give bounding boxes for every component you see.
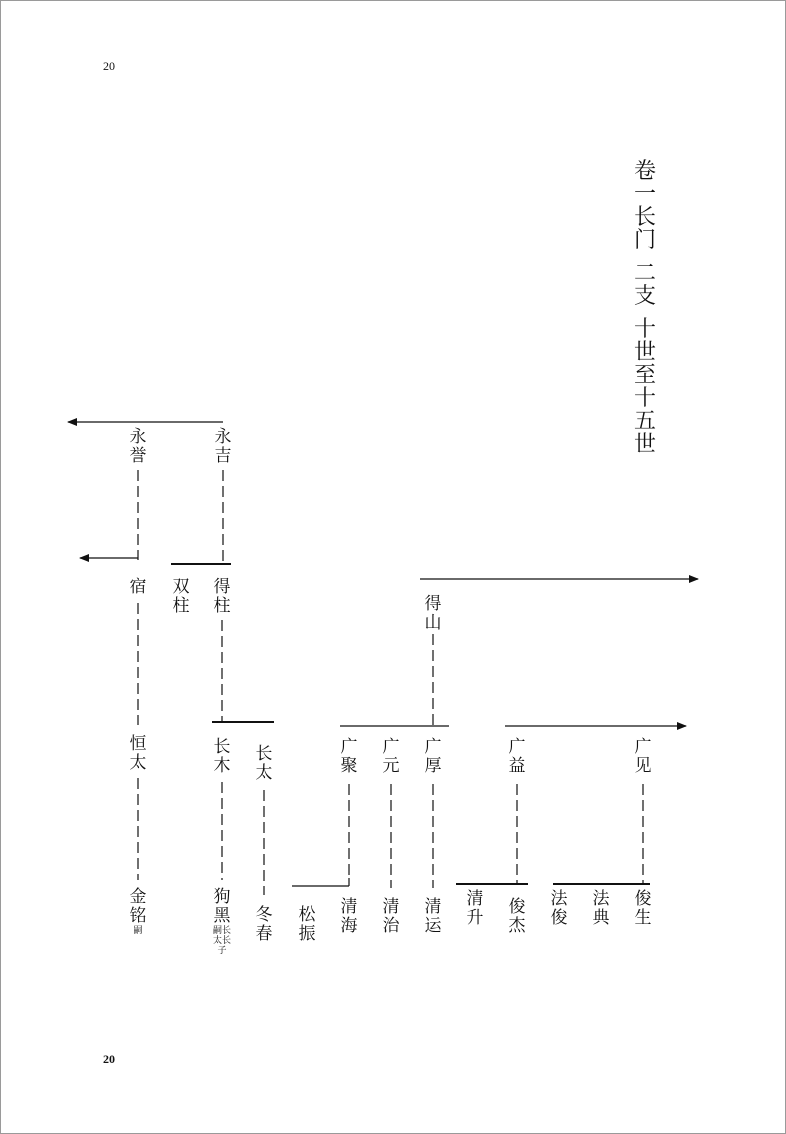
name-guanghou: 广厚 [424, 737, 442, 776]
name-deshan: 得山 [424, 594, 442, 633]
title-branch: 二支 [633, 261, 656, 309]
name-guangjian: 广见 [634, 737, 652, 776]
name-jinming [128, 888, 148, 936]
page-number-top: 20 [103, 59, 115, 73]
name-changmu: 长木 [213, 737, 231, 776]
title-volume: 卷一长门 [633, 159, 656, 253]
name-guangyi: 广益 [508, 737, 526, 776]
name-qingzhi: 清治 [382, 897, 400, 936]
title-generations: 十世至十五世 [633, 317, 656, 457]
name-dezhu: 得柱 [213, 577, 231, 616]
name-gouhei [212, 888, 232, 956]
name-guangyuan: 广元 [382, 737, 400, 776]
name-jinming-note: 嗣 [133, 926, 143, 936]
name-qingyun: 清运 [424, 897, 442, 936]
name-qingsheng: 清升 [466, 889, 484, 928]
name-dongchun: 冬春 [255, 905, 273, 944]
name-yongji: 永吉 [214, 427, 232, 466]
name-qinghai: 清海 [340, 897, 358, 936]
name-fajun: 法俊 [550, 889, 568, 928]
name-hengtai: 恒太 [129, 734, 147, 773]
name-fadian: 法典 [592, 889, 610, 928]
name-gouhei-text: 狗黑 [213, 887, 231, 926]
name-shuangzhu: 双柱 [172, 577, 190, 616]
name-junjie: 俊杰 [508, 897, 526, 936]
name-jinming-text: 金铭 [129, 887, 147, 926]
name-su: 宿 [129, 577, 147, 597]
name-guangju: 广聚 [340, 737, 358, 776]
name-junsheng: 俊生 [634, 889, 652, 928]
name-gouhei-note: 嗣长太长子 [212, 926, 231, 956]
page-number-bottom: 20 [103, 1052, 115, 1066]
name-yongyu: 永誉 [129, 427, 147, 466]
name-changtai: 长太 [255, 744, 273, 783]
name-songzhen: 松振 [298, 905, 316, 944]
